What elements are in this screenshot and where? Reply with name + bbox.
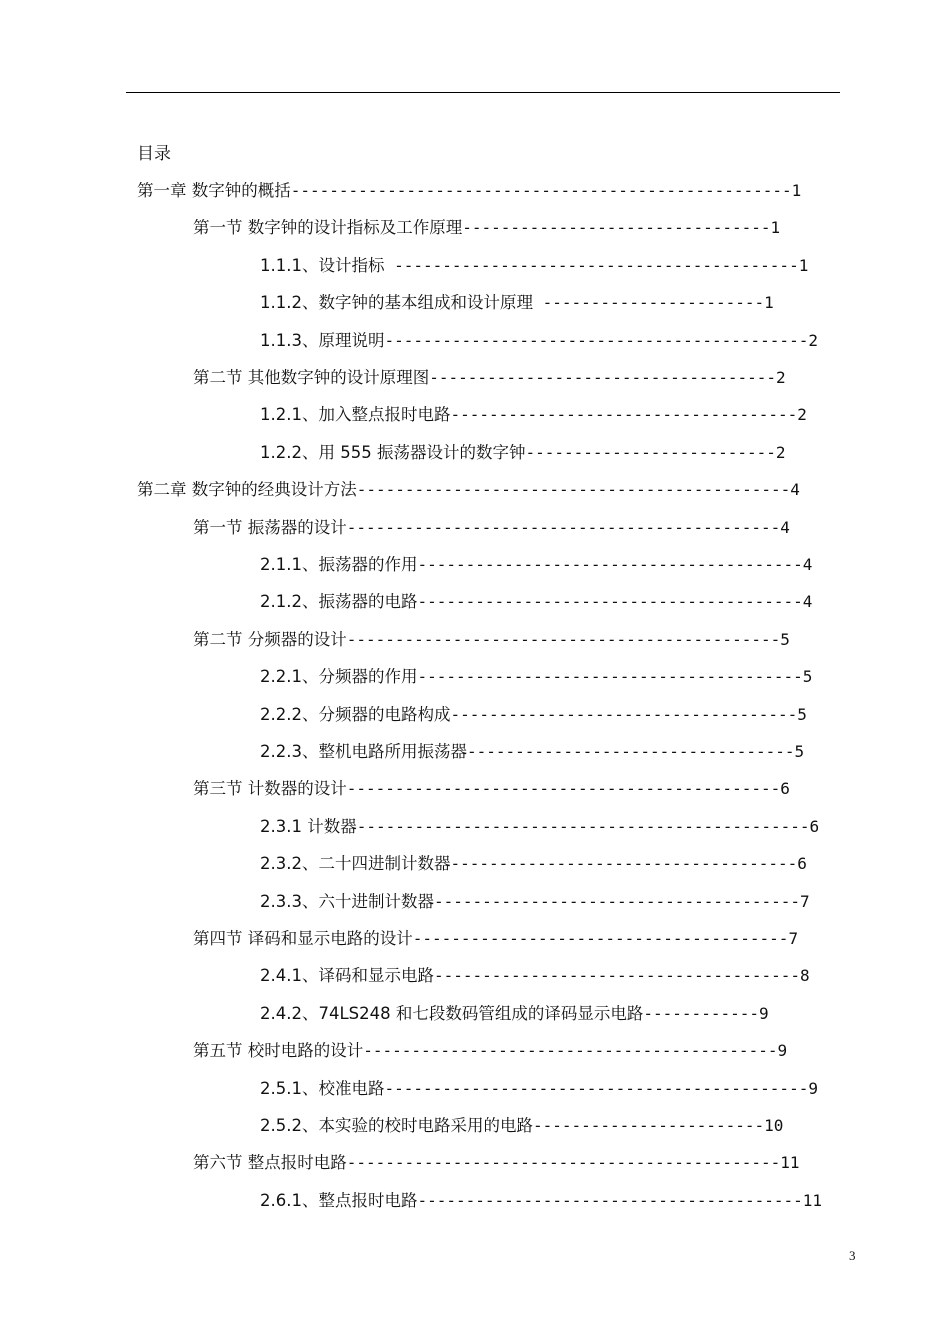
toc-entry-page: 2 xyxy=(776,368,786,387)
toc-entry-label: 1.1.1、设计指标 xyxy=(260,256,385,275)
toc-entry-label: 2.1.2、振荡器的电路 xyxy=(260,592,418,611)
toc-entry-leader: ------------------------------------------ xyxy=(384,256,799,275)
toc-entry-page: 6 xyxy=(809,817,820,836)
toc-entry-label: 第五节 校时电路的设计 xyxy=(193,1041,364,1060)
toc-entry-label: 第一章 数字钟的概括 xyxy=(137,181,291,200)
toc-entry[interactable] xyxy=(260,1077,830,1101)
toc-entry[interactable] xyxy=(137,179,830,203)
toc-entry-page: 2 xyxy=(775,443,786,462)
toc-entry[interactable] xyxy=(193,366,830,390)
toc-entry[interactable] xyxy=(193,927,830,951)
toc-entry-label: 第二章 数字钟的经典设计方法 xyxy=(137,480,357,499)
toc-entry[interactable] xyxy=(260,852,830,876)
toc-entry-label: 第三节 计数器的设计 xyxy=(193,779,347,798)
toc-entry[interactable] xyxy=(260,740,830,764)
toc-entry[interactable] xyxy=(193,516,830,540)
toc-entry-page: 1 xyxy=(764,293,774,312)
toc-entry[interactable] xyxy=(260,1114,830,1138)
toc-entry[interactable] xyxy=(260,665,830,689)
toc-entry-label: 1.2.1、加入整点报时电路 xyxy=(260,405,451,424)
toc-entry-page: 10 xyxy=(764,1116,784,1135)
toc-entry-leader: -------------------------------------- xyxy=(433,892,801,911)
toc-entry[interactable] xyxy=(260,1189,830,1213)
toc-entry-leader: ---------------------------------------- xyxy=(417,667,803,686)
toc-entry-page: 5 xyxy=(802,667,813,686)
toc-entry-label: 2.1.1、振荡器的作用 xyxy=(260,555,418,574)
toc-entry[interactable] xyxy=(260,441,830,465)
toc-entry-label: 2.5.1、校准电路 xyxy=(260,1079,385,1098)
toc-entry-page: 1 xyxy=(791,181,802,200)
toc-entry-page: 7 xyxy=(788,929,799,948)
toc-entry[interactable] xyxy=(193,1039,830,1063)
toc-entry-label: 2.2.2、分频器的电路构成 xyxy=(260,705,451,724)
toc-entry[interactable] xyxy=(260,291,830,315)
toc-entry-label: 第二节 分频器的设计 xyxy=(193,630,347,649)
toc-entry-label: 1.2.2、用 555 振荡器设计的数字钟 xyxy=(260,443,526,462)
toc-entry-page: 4 xyxy=(780,518,790,537)
toc-entry-leader: ------------------------------------ xyxy=(450,854,798,873)
toc-entry-page: 7 xyxy=(800,892,810,911)
toc-entry-label: 2.6.1、整点报时电路 xyxy=(260,1191,418,1210)
toc-entry-label: 1.1.2、数字钟的基本组成和设计原理 xyxy=(260,293,533,312)
toc-entry-page: 6 xyxy=(797,854,807,873)
toc-title: 目录 xyxy=(137,144,171,164)
toc-entry[interactable] xyxy=(260,964,830,988)
toc-entry[interactable] xyxy=(260,1002,830,1026)
toc-entry-leader: ---------------------------------------- xyxy=(417,592,803,611)
toc-entry-page: 5 xyxy=(797,705,807,724)
toc-entry-leader: --------------------------------------------- xyxy=(346,630,781,649)
toc-entry-page: 8 xyxy=(800,966,810,985)
toc-entry-page: 4 xyxy=(802,555,813,574)
toc-entry-page: 4 xyxy=(802,592,813,611)
toc-entry[interactable] xyxy=(193,216,830,240)
toc-entry-leader: --------------------------------------- xyxy=(412,929,789,948)
toc-entry-label: 2.4.1、译码和显示电路 xyxy=(260,966,434,985)
toc-entry-label: 2.3.2、二十四进制计数器 xyxy=(260,854,451,873)
toc-entry-page: 2 xyxy=(808,331,818,350)
toc-entry[interactable] xyxy=(260,703,830,727)
toc-entry[interactable] xyxy=(137,478,830,502)
toc-entry[interactable] xyxy=(260,329,830,353)
toc-entry-label: 2.2.3、整机电路所用振荡器 xyxy=(260,742,467,761)
toc-entry-leader: --------------------------------------------- xyxy=(346,779,781,798)
toc-entry[interactable] xyxy=(193,777,830,801)
toc-entry[interactable] xyxy=(260,590,830,614)
toc-entry-leader: ---------------------------------- xyxy=(466,742,795,761)
toc-entry-label: 第一节 数字钟的设计指标及工作原理 xyxy=(193,218,463,237)
toc-entry-leader: ----------------------- xyxy=(532,293,765,312)
toc-entry-page: 5 xyxy=(794,742,805,761)
toc-entry-page: 5 xyxy=(780,630,790,649)
toc-entry-label: 2.2.1、分频器的作用 xyxy=(260,667,418,686)
toc-entry-label: 2.3.3、六十进制计数器 xyxy=(260,892,434,911)
toc-entry-leader: -------------------------------------------- xyxy=(384,331,809,350)
toc-entry-leader: -------------------------------------------- xyxy=(384,1079,809,1098)
toc-entry-leader: -------------------------------------- xyxy=(433,966,801,985)
toc-entry-label: 第六节 整点报时电路 xyxy=(193,1153,347,1172)
toc-entry-page: 11 xyxy=(802,1191,823,1210)
toc-entry-page: 9 xyxy=(777,1041,788,1060)
toc-entry[interactable] xyxy=(193,628,830,652)
toc-entry-page: 1 xyxy=(770,218,781,237)
toc-entry-leader: --------------------------------------------- xyxy=(346,1153,781,1172)
toc-entry-page: 6 xyxy=(780,779,790,798)
toc-entry[interactable] xyxy=(260,254,830,278)
toc-entry-label: 2.5.2、本实验的校时电路采用的电路 xyxy=(260,1116,533,1135)
toc-entry-page: 11 xyxy=(780,1153,800,1172)
toc-entry-page: 9 xyxy=(808,1079,818,1098)
toc-entry[interactable] xyxy=(193,1151,830,1175)
header-rule xyxy=(126,92,840,93)
toc-entry-leader: ------------------------------------------- xyxy=(363,1041,778,1060)
toc-entry-leader: ------------------------------------ xyxy=(450,405,798,424)
toc-entry-leader: ----------------------------------------------- xyxy=(356,817,810,836)
toc-entry-leader: ------------------------------------ xyxy=(429,368,777,387)
toc-entry-label: 第四节 译码和显示电路的设计 xyxy=(193,929,413,948)
toc-entry[interactable] xyxy=(260,815,830,839)
toc-entry-leader: -------------------------- xyxy=(525,443,776,462)
toc-entry-leader: ---------------------------------------- xyxy=(417,555,803,574)
toc-entry-page: 4 xyxy=(790,480,800,499)
toc-entry-leader: ------------------------ xyxy=(532,1116,765,1135)
toc-entry-leader: --------------------------------------------- xyxy=(356,480,791,499)
toc-entry-leader: ------------ xyxy=(643,1004,759,1023)
toc-entry-leader: -------------------------------- xyxy=(462,218,771,237)
toc-entry-label: 第一节 振荡器的设计 xyxy=(193,518,347,537)
toc-entry-label: 2.4.2、74LS248 和七段数码管组成的译码显示电路 xyxy=(260,1004,644,1023)
toc-entry-leader: --------------------------------------------- xyxy=(346,518,781,537)
toc-entry-label: 2.3.1 计数器 xyxy=(260,817,357,836)
toc-entry[interactable] xyxy=(260,553,830,577)
toc-entry-page: 1 xyxy=(798,256,809,275)
toc-entry-label: 第二节 其他数字钟的设计原理图 xyxy=(193,368,430,387)
toc-entry-leader: ---------------------------------------------------- xyxy=(290,181,792,200)
toc-entry-leader: ---------------------------------------- xyxy=(417,1191,803,1210)
toc-entry-leader: ------------------------------------ xyxy=(450,705,798,724)
toc-entry-page: 9 xyxy=(758,1004,769,1023)
page-number: 3 xyxy=(849,1248,856,1263)
toc-entry[interactable] xyxy=(260,403,830,427)
toc-entry-label: 1.1.3、原理说明 xyxy=(260,331,385,350)
toc-entry[interactable] xyxy=(260,890,830,914)
toc-entry-page: 2 xyxy=(797,405,807,424)
